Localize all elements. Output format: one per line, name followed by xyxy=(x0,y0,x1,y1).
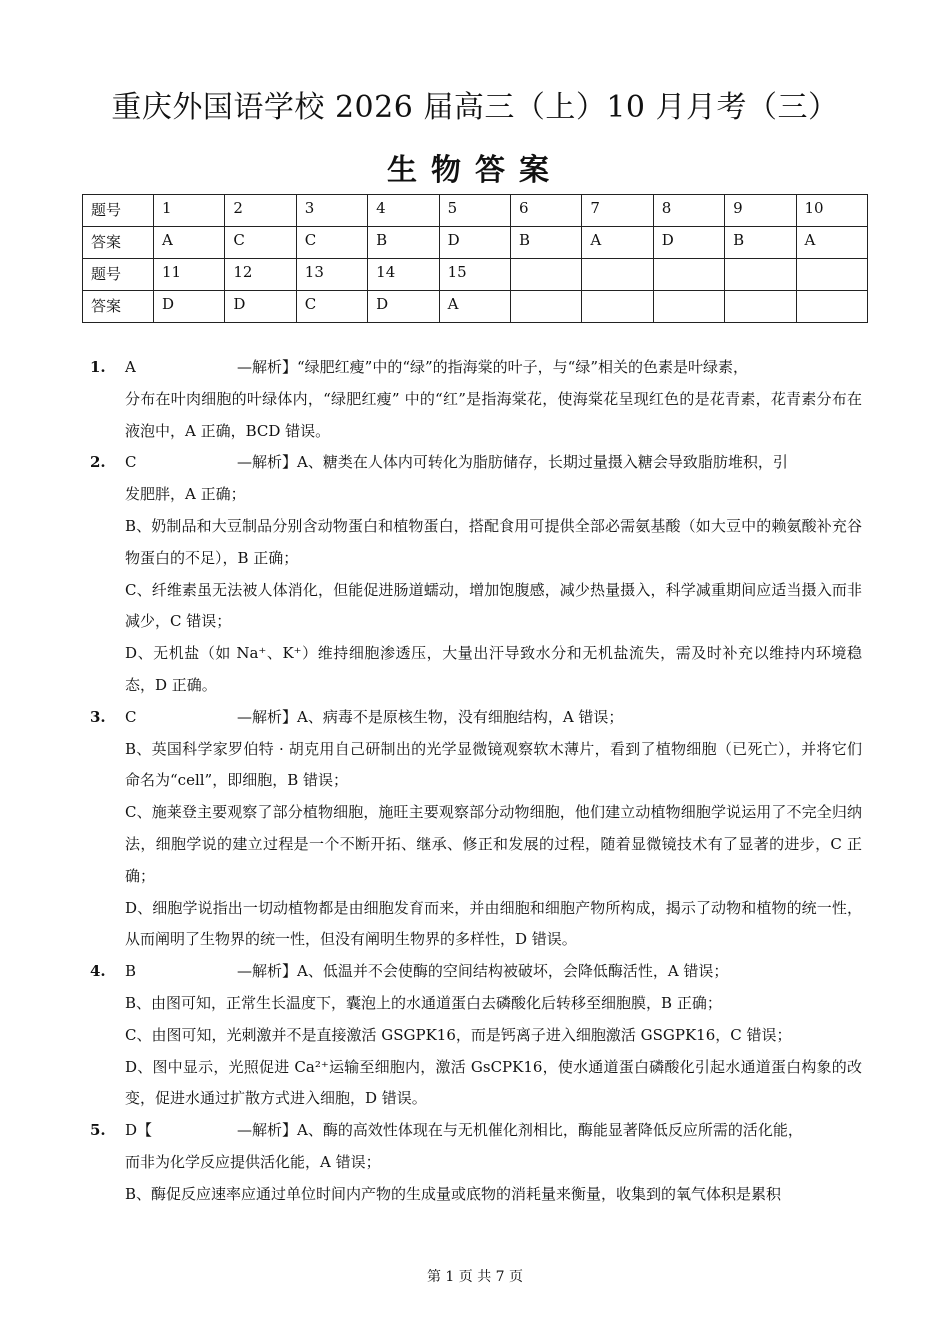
question-explanation xyxy=(90,447,862,701)
answer-table-cell: 5 xyxy=(439,195,510,227)
document-subtitle: 生物答案 xyxy=(387,153,563,188)
answer-table-cell xyxy=(796,291,867,323)
answer-table-cell: 4 xyxy=(368,195,439,227)
explanation-paragraph: B、奶制品和大豆制品分别含动物蛋白和植物蛋白，搭配食用可提供全部必需氨基酸（如大豆中的赖氨酸补充谷物蛋白的不足），B 正确； xyxy=(125,516,862,567)
answer-table-cell: A xyxy=(582,227,653,259)
explanation-text: —解析】A、病毒不是原核生物，没有细胞结构，A 错误； xyxy=(237,707,624,726)
answer-table xyxy=(82,194,868,323)
question-answer: B xyxy=(125,962,137,981)
explanation-text: —解析】A、低温并不会使酶的空间结构被破坏，会降低酶活性，A 错误； xyxy=(237,962,729,981)
explanation-paragraph: 分布在叶肉细胞的叶绿体内，“绿肥红瘦” 中的“红”是指海棠花，使海棠花呈现红色的是花青素，花青素分布在液泡中，A 正确，BCD 错误。 xyxy=(125,389,862,440)
answer-table-cell: 9 xyxy=(725,195,796,227)
question-number: 5. xyxy=(90,1121,106,1140)
question-first-line xyxy=(90,702,862,734)
answer-table-cell xyxy=(725,291,796,323)
explanation-paragraph: C、由图可知，光刺激并不是直接激活 GSGPK16，而是钙离子进入细胞激活 GSGPK16，C 错误； xyxy=(125,1025,792,1044)
answer-table-row xyxy=(83,195,868,227)
explanation-text: —解析】“绿肥红瘦”中的“绿”的指海棠的叶子，与“绿”相关的色素是叶绿素， xyxy=(237,358,749,376)
question-number: 3. xyxy=(90,707,106,726)
answer-table-cell xyxy=(510,291,581,323)
answer-table-cell: C xyxy=(296,291,367,323)
answer-table-row xyxy=(83,291,868,323)
answer-table-cell xyxy=(653,259,724,291)
question-first-line xyxy=(90,1115,862,1147)
answer-table-cell: B xyxy=(368,227,439,259)
explanation-text: —解析】A、糖类在人体内可转化为脂肪储存，长期过量摄入糖会导致脂肪堆积，引 xyxy=(237,453,788,472)
explanation-paragraph: D、无机盐（如 Na⁺、K⁺）维持细胞渗透压，大量出汗导致水分和无机盐流失，需及时补充以维持内环境稳态，D 正确。 xyxy=(125,644,862,694)
explanation-paragraph: 而非为化学反应提供活化能，A 错误； xyxy=(125,1152,381,1171)
answer-table-cell: D xyxy=(154,291,225,323)
answer-table-cell xyxy=(725,259,796,291)
document-title: 重庆外国语学校 2026 届高三（上）10 月月考（三） xyxy=(111,90,839,125)
question-answer: D【 xyxy=(125,1121,153,1140)
explanation-paragraph: 发肥胖，A 正确； xyxy=(125,485,246,504)
answer-table-cell: 2 xyxy=(225,195,296,227)
question-explanation xyxy=(90,702,862,956)
answer-table-cell: 14 xyxy=(368,259,439,291)
answer-table-cell: C xyxy=(296,227,367,259)
answer-table-cell: C xyxy=(225,227,296,259)
answer-table-cell: 10 xyxy=(796,195,867,227)
question-number: 4. xyxy=(90,962,106,981)
answer-table-cell: A xyxy=(439,291,510,323)
answer-table-cell: 13 xyxy=(296,259,367,291)
answer-table-cell: D xyxy=(368,291,439,323)
explanation-paragraph: B、酶促反应速率应通过单位时间内产物的生成量或底物的消耗量来衡量，收集到的氧气体积是累积 xyxy=(125,1184,782,1203)
question-explanation xyxy=(90,956,862,1115)
answer-table-cell xyxy=(510,259,581,291)
explanation-paragraph: B、由图可知，正常生长温度下，囊泡上的水通道蛋白去磷酸化后转移至细胞膜，B 正确； xyxy=(125,993,722,1012)
answer-table-cell xyxy=(582,291,653,323)
answer-table-cell: 3 xyxy=(296,195,367,227)
question-answer: C xyxy=(125,707,137,726)
answer-table-cell: 8 xyxy=(653,195,724,227)
answer-table-cell: 6 xyxy=(510,195,581,227)
answer-table-cell xyxy=(582,259,653,291)
explanation-paragraph: C、施莱登主要观察了部分植物细胞，施旺主要观察部分动物细胞，他们建立动植物细胞学说运用了不完全归纳法，细胞学说的建立过程是一个不断开拓、继承、修正和发展的过程，随着显微镜技术有了显著的进步，C 正确； xyxy=(125,803,862,885)
answer-table-cell: A xyxy=(796,227,867,259)
question-explanation xyxy=(90,352,862,447)
question-explanation xyxy=(90,1115,862,1210)
answer-table-cell: D xyxy=(225,291,296,323)
answer-table-row-label: 答案 xyxy=(83,227,154,259)
explanation-text: —解析】A、酶的高效性体现在与无机催化剂相比，酶能显著降低反应所需的活化能， xyxy=(237,1121,803,1140)
question-first-line xyxy=(90,352,862,384)
question-answer: C xyxy=(125,453,137,472)
question-number: 2. xyxy=(90,453,106,472)
answer-table-cell: 12 xyxy=(225,259,296,291)
answer-table-cell xyxy=(653,291,724,323)
answer-table-cell xyxy=(796,259,867,291)
answer-table-cell: D xyxy=(653,227,724,259)
page-footer: 第 1 页 共 7 页 xyxy=(426,1269,524,1285)
answer-table-cell: 11 xyxy=(154,259,225,291)
answer-table-cell: 15 xyxy=(439,259,510,291)
explanation-paragraph: C、纤维素虽无法被人体消化，但能促进肠道蠕动，增加饱腹感，减少热量摄入，科学减重期间应适当摄入而非减少，C 错误； xyxy=(125,580,862,631)
question-first-line xyxy=(90,447,862,479)
explanations xyxy=(90,352,862,1211)
question-answer: A xyxy=(125,358,136,376)
explanation-paragraph: B、英国科学家罗伯特 · 胡克用自己研制出的光学显微镜观察软木薄片，看到了植物细胞（已死亡），并将它们命名为“cell”，即细胞，B 错误； xyxy=(125,739,862,790)
question-first-line xyxy=(90,956,862,988)
explanation-paragraph: D、细胞学说指出一切动植物都是由细胞发育而来，并由细胞和细胞产物所构成，揭示了动物和植物的统一性，从而阐明了生物界的统一性，但没有阐明生物界的多样性，D 错误。 xyxy=(125,898,862,949)
answer-table-row xyxy=(83,259,868,291)
answer-table-cell: D xyxy=(439,227,510,259)
answer-table-row-label: 答案 xyxy=(83,291,154,323)
answer-table-cell: B xyxy=(725,227,796,259)
answer-table-cell: 1 xyxy=(154,195,225,227)
answer-table-cell: B xyxy=(510,227,581,259)
answer-table-cell: A xyxy=(154,227,225,259)
answer-table-row xyxy=(83,227,868,259)
explanation-paragraph: D、图中显示，光照促进 Ca²⁺运输至细胞内，激活 GsCPK16，使水通道蛋白磷酸化引起水通道蛋白构象的改变，促进水通过扩散方式进入细胞，D 错误。 xyxy=(125,1057,862,1108)
answer-table-row-label: 题号 xyxy=(83,259,154,291)
question-number: 1. xyxy=(90,358,106,376)
answer-table-cell: 7 xyxy=(582,195,653,227)
answer-table-row-label: 题号 xyxy=(83,195,154,227)
